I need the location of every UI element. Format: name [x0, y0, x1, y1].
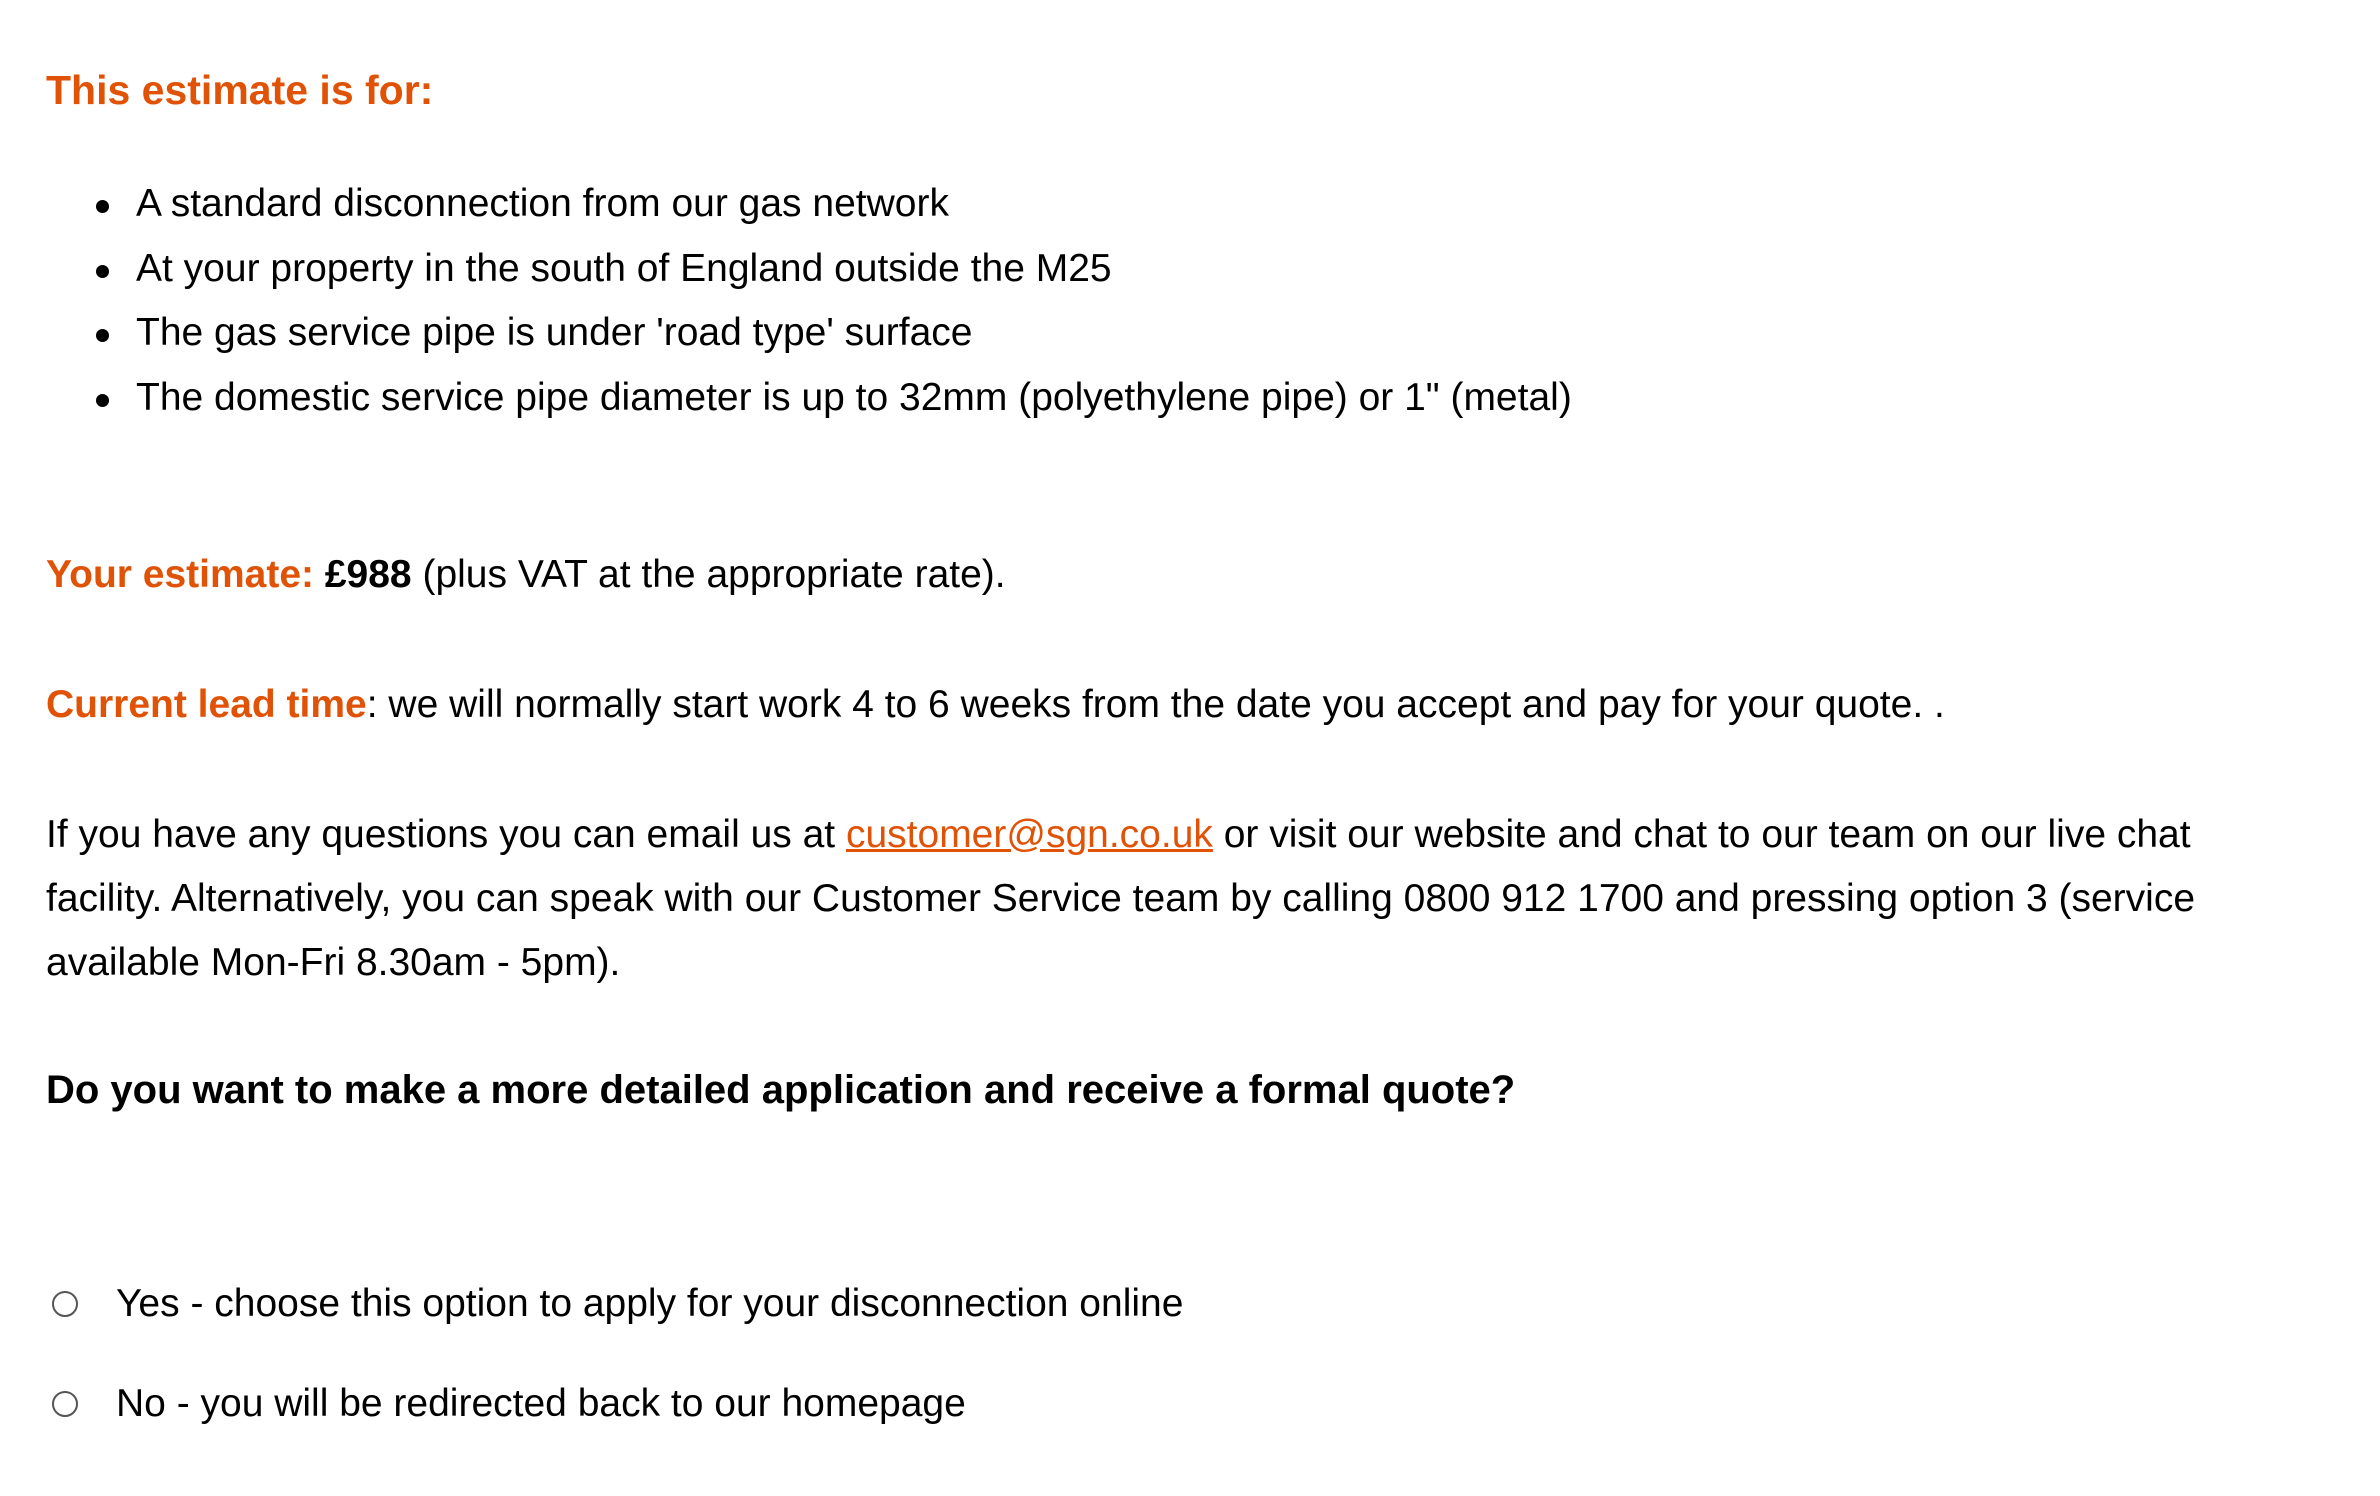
list-item: The domestic service pipe diameter is up to 32mm (polyethylene pipe) or 1" (metal)	[136, 366, 1572, 431]
contact-line-1-rest: or visit our website and chat to our team on our live chat	[1223, 813, 2191, 856]
list-item: The gas service pipe is under 'road type' surface	[136, 301, 1572, 366]
estimate-note: (plus VAT at the appropriate rate).	[422, 553, 1006, 596]
lead-time-text: : we will normally start work 4 to 6 weeks from the date you accept and pay for your quote. .	[366, 683, 1945, 726]
option-yes-label[interactable]: Yes - choose this option to apply for your disconnection online	[116, 1282, 1184, 1325]
lead-time-line	[46, 673, 1945, 737]
email-link[interactable]: customer@sgn.co.uk	[845, 813, 1213, 856]
radio-no[interactable]	[52, 1391, 78, 1417]
option-no-label[interactable]: No - you will be redirected back to our homepage	[116, 1382, 966, 1425]
option-no[interactable]	[52, 1372, 966, 1436]
estimate-amount: £988	[324, 553, 412, 596]
formal-quote-question: Do you want to make a more detailed application and receive a formal quote?	[46, 1068, 1516, 1112]
list-item: A standard disconnection from our gas network	[136, 172, 1572, 237]
estimate-details-list	[46, 172, 1572, 430]
lead-time-label: Current lead time	[46, 683, 367, 726]
estimate-for-heading: This estimate is for:	[46, 67, 434, 113]
radio-yes[interactable]	[52, 1291, 78, 1317]
option-yes[interactable]	[52, 1272, 1183, 1336]
list-item: At your property in the south of England outside the M25	[136, 237, 1572, 302]
contact-intro: If you have any questions you can email us at	[46, 813, 836, 856]
contact-line-1	[46, 803, 2191, 867]
contact-line-3: available Mon-Fri 8.30am - 5pm).	[46, 941, 621, 984]
contact-line-2: facility. Alternatively, you can speak with our Customer Service team by calling 0800 912 1700 and pressing option 3 (service	[46, 877, 2196, 920]
estimate-line	[46, 543, 1006, 607]
estimate-label: Your estimate:	[46, 553, 315, 596]
